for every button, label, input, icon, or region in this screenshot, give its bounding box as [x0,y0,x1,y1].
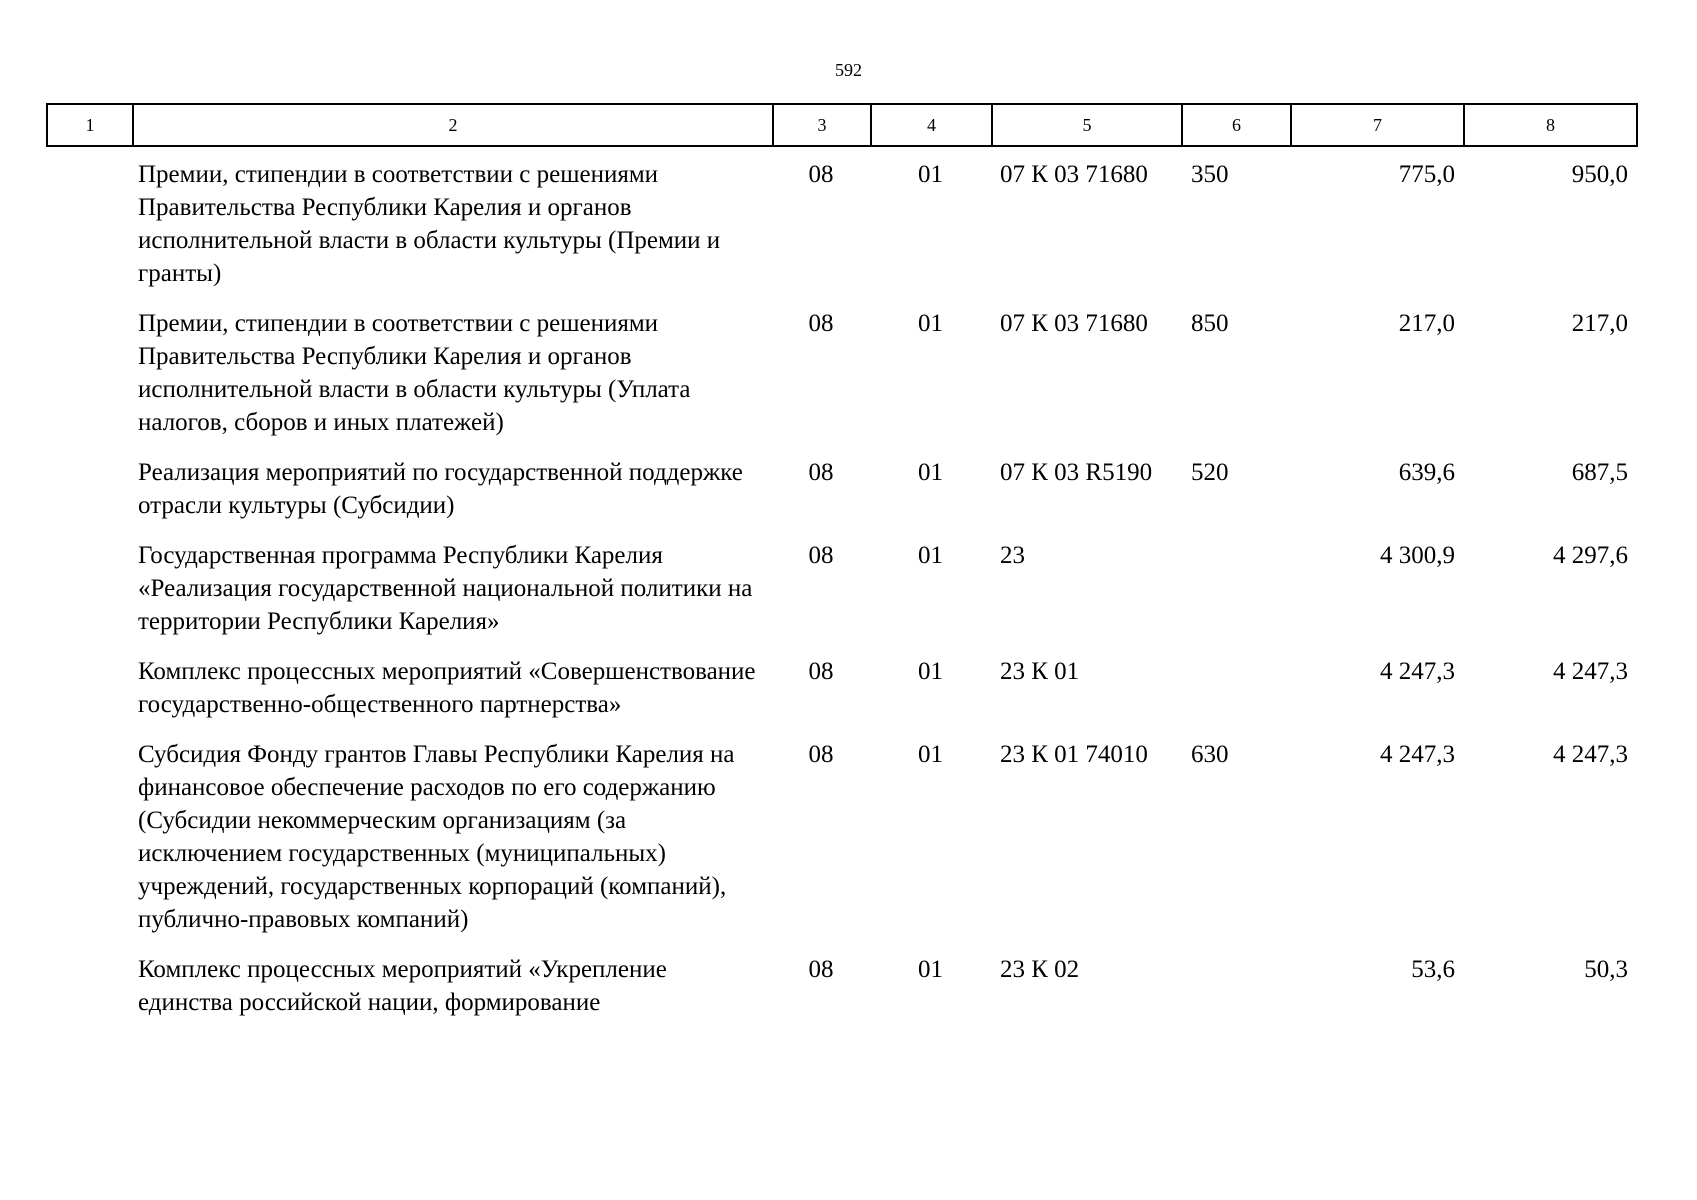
column-header-4: 4 [871,104,992,146]
table-row [46,456,1640,522]
expense-type: 520 [1191,459,1229,486]
section-code: 08 [808,741,834,768]
section-code: 08 [808,310,834,337]
item-name: Премии, стипендии в соответствии с решениями Правительства Республики Карелия и органов исполнительной власти в области культуры (Премии и гранты) [138,161,721,287]
table-row [46,539,1640,638]
table-row [46,738,1640,936]
amount-year-1: 53,6 [1411,956,1455,983]
item-name: Комплекс процессных мероприятий «Совершенствование государственно-общественного партнерства» [138,658,756,718]
column-header-1: 1 [47,104,133,146]
target-article: 07 К 03 71680 [1000,161,1148,188]
amount-year-2: 217,0 [1571,310,1628,337]
section-code: 08 [808,161,834,188]
amount-year-2: 687,5 [1571,459,1628,486]
subsection-code: 01 [918,459,943,486]
column-header-6: 6 [1182,104,1291,146]
subsection-code: 01 [918,161,943,188]
target-article: 23 [1000,542,1025,569]
table-row [46,953,1640,1019]
subsection-code: 01 [918,542,943,569]
column-header-2: 2 [133,104,773,146]
subsection-code: 01 [918,658,943,685]
column-header-table [46,103,1638,147]
table-row [46,307,1640,439]
item-name: Комплекс процессных мероприятий «Укрепление единства российской нации, формирование [138,956,667,1016]
column-header-5: 5 [992,104,1182,146]
item-name: Субсидия Фонду грантов Главы Республики Карелия на финансовое обеспечение расходов по его содержанию (Субсидии некоммерческим организациям (за исключением государственных (муниципальных) учреждений, государственных корпораций (компаний), публично-правовых компаний) [138,741,735,933]
amount-year-1: 4 300,9 [1380,542,1455,569]
amount-year-2: 4 247,3 [1553,658,1628,685]
amount-year-2: 50,3 [1584,956,1628,983]
section-code: 08 [808,542,834,569]
subsection-code: 01 [918,956,943,983]
column-header-row [47,104,1637,146]
amount-year-1: 4 247,3 [1380,658,1455,685]
amount-year-1: 775,0 [1398,161,1455,188]
item-name: Премии, стипендии в соответствии с решениями Правительства Республики Карелия и органов исполнительной власти в области культуры (Уплата налогов, сборов и иных платежей) [138,310,691,436]
column-header-8: 8 [1464,104,1637,146]
target-article: 23 К 01 [1000,658,1080,685]
section-code: 08 [808,459,834,486]
page-number: 592 [835,60,862,80]
section-code: 08 [808,956,834,983]
table-row [46,158,1640,290]
amount-year-2: 950,0 [1571,161,1628,188]
amount-year-1: 217,0 [1398,310,1455,337]
amount-year-1: 4 247,3 [1380,741,1455,768]
subsection-code: 01 [918,741,943,768]
subsection-code: 01 [918,310,943,337]
target-article: 07 К 03 71680 [1000,310,1148,337]
item-name: Реализация мероприятий по государственной поддержке отрасли культуры (Субсидии) [138,459,743,519]
target-article: 07 К 03 R5190 [1000,459,1153,486]
column-header-7: 7 [1291,104,1464,146]
amount-year-2: 4 297,6 [1553,542,1628,569]
expense-type: 350 [1191,161,1229,188]
expense-type: 630 [1191,741,1229,768]
amount-year-2: 4 247,3 [1553,741,1628,768]
target-article: 23 К 01 74010 [1000,741,1148,768]
amount-year-1: 639,6 [1398,459,1455,486]
column-header-3: 3 [773,104,871,146]
section-code: 08 [808,658,834,685]
item-name: Государственная программа Республики Карелия «Реализация государственной национальной политики на территории Республики Карелия» [138,542,753,635]
budget-table-body [46,158,1640,1036]
expense-type: 850 [1191,310,1229,337]
table-row [46,655,1640,721]
target-article: 23 К 02 [1000,956,1080,983]
